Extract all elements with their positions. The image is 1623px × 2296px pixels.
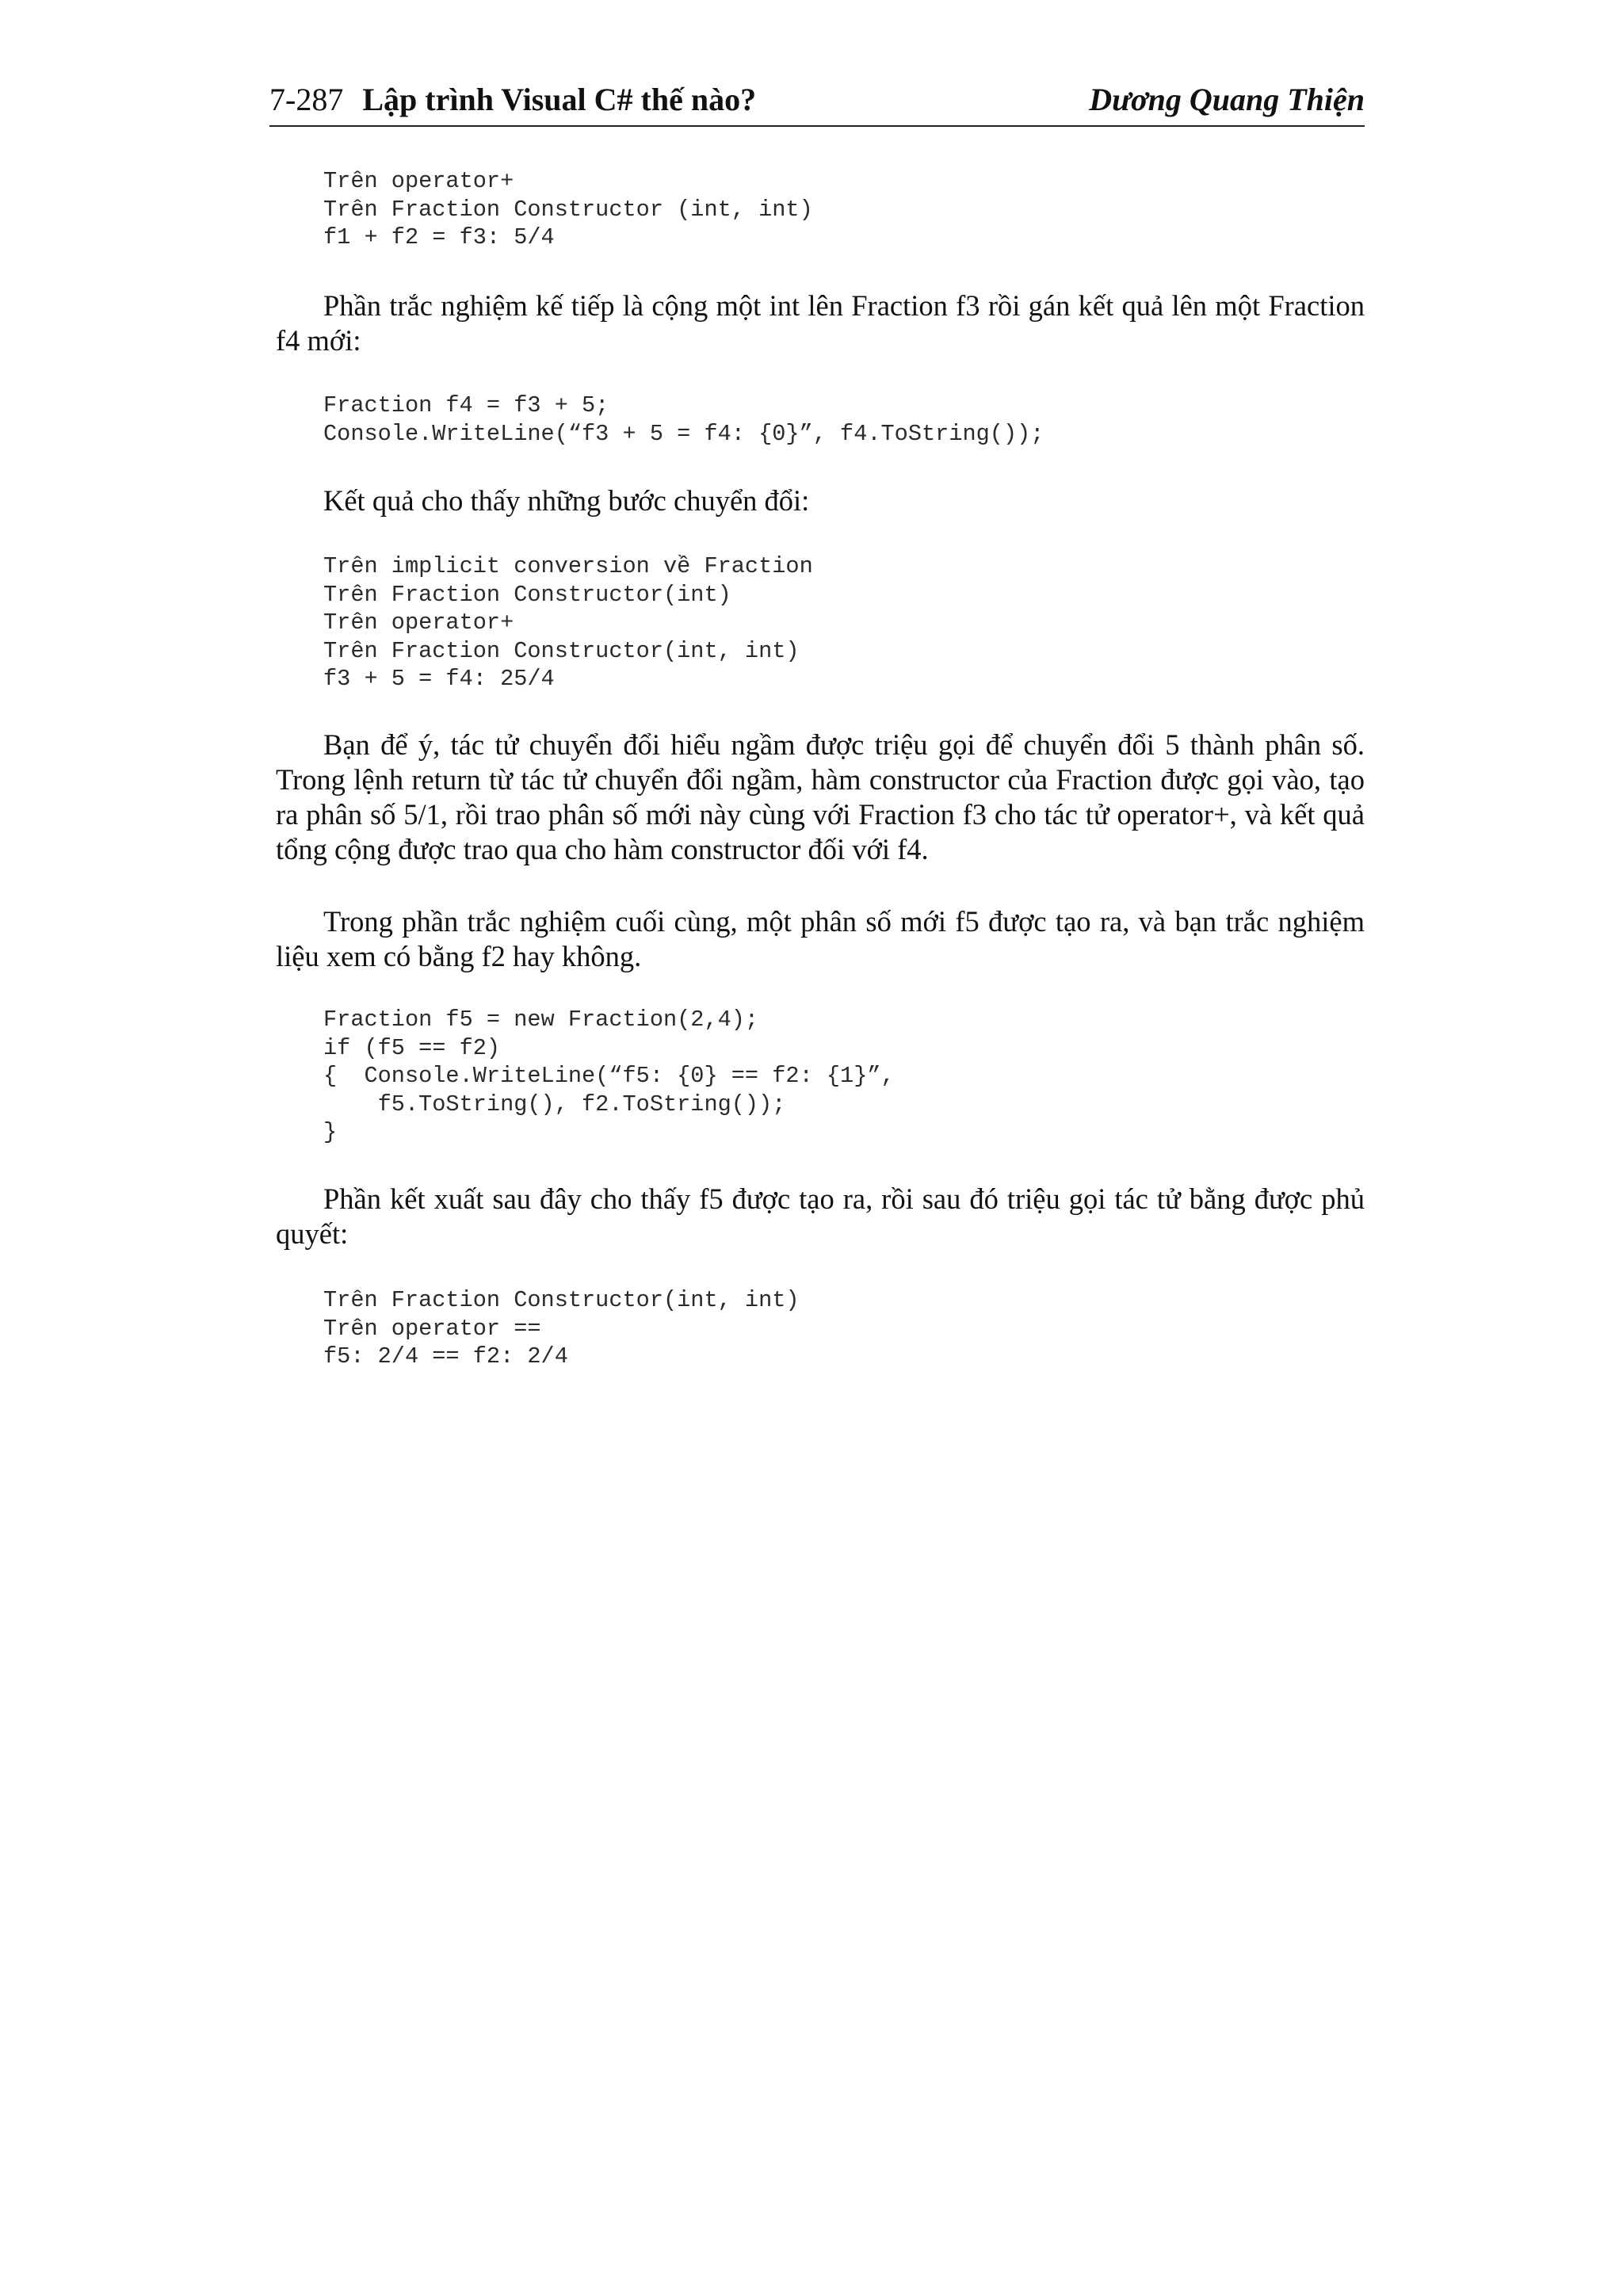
code-line: Console.WriteLine(“f3 + 5 = f4: {0}”, f4.ToString()); xyxy=(323,420,1044,447)
code-line: if (f5 == f2) xyxy=(323,1034,501,1061)
paragraph-1: Phần trắc nghiệm kế tiếp là cộng một int lên Fraction f3 rồi gán kết quả lên một Fraction f4 mới: xyxy=(276,289,1365,357)
code-line: Trên Fraction Constructor(int, int) xyxy=(323,1287,800,1313)
code-line: f1 + f2 = f3: 5/4 xyxy=(323,224,555,250)
code-line: Trên Fraction Constructor(int, int) xyxy=(323,637,800,664)
code-block-output-1 xyxy=(323,167,813,252)
code-block-output-3 xyxy=(323,552,813,693)
code-line: Fraction f5 = new Fraction(2,4); xyxy=(323,1007,759,1033)
paragraph-5: Phần kết xuất sau đây cho thấy f5 được tạo ra, rồi sau đó triệu gọi tác tử bằng được phủ quyết: xyxy=(276,1182,1365,1250)
code-line: { Console.WriteLine(“f5: {0} == f2: {1}”, xyxy=(323,1063,895,1089)
code-block-4 xyxy=(323,1006,895,1147)
code-block-2 xyxy=(323,392,1044,448)
code-line: } xyxy=(323,1119,338,1145)
paragraph-4: Trong phần trắc nghiệm cuối cùng, một phân số mới f5 được tạo ra, và bạn trắc nghiệm liệu xem có bằng f2 hay không. xyxy=(276,905,1365,972)
page-header xyxy=(269,76,1365,127)
code-line: f5.ToString(), f2.ToString()); xyxy=(323,1091,786,1117)
page-number: 7-287 xyxy=(269,82,344,117)
code-line: Trên implicit conversion về Fraction xyxy=(323,553,813,579)
code-line: Trên Fraction Constructor (int, int) xyxy=(323,196,813,223)
book-title: Lập trình Visual C# thế nào? xyxy=(362,82,757,117)
code-line: Trên operator == xyxy=(323,1315,541,1342)
code-line: f3 + 5 = f4: 25/4 xyxy=(323,666,555,692)
paragraph-3: Bạn để ý, tác tử chuyển đổi hiểu ngầm được triệu gọi để chuyển đổi 5 thành phân số. Trong lệnh return từ tác tử chuyển đổi ngầm, hàm constructor của Fraction được gọi vào, tạo ra phân số 5/1, rồi trao phân số mới này cùng với Fraction f3 cho tác tử operator+, và kết quả tổng cộng được trao qua cho hàm constructor đối với f4. xyxy=(276,728,1365,865)
code-line: Trên operator+ xyxy=(323,609,514,636)
header-left xyxy=(269,81,756,118)
code-line: Trên Fraction Constructor(int) xyxy=(323,581,731,608)
code-line: Fraction f4 = f3 + 5; xyxy=(323,392,609,418)
code-line: f5: 2/4 == f2: 2/4 xyxy=(323,1343,568,1370)
code-block-output-5 xyxy=(323,1286,800,1371)
code-line: Trên operator+ xyxy=(323,168,514,194)
author-name: Dương Quang Thiện xyxy=(1089,82,1365,117)
paragraph-2: Kết quả cho thấy những bước chuyển đổi: xyxy=(323,484,810,517)
